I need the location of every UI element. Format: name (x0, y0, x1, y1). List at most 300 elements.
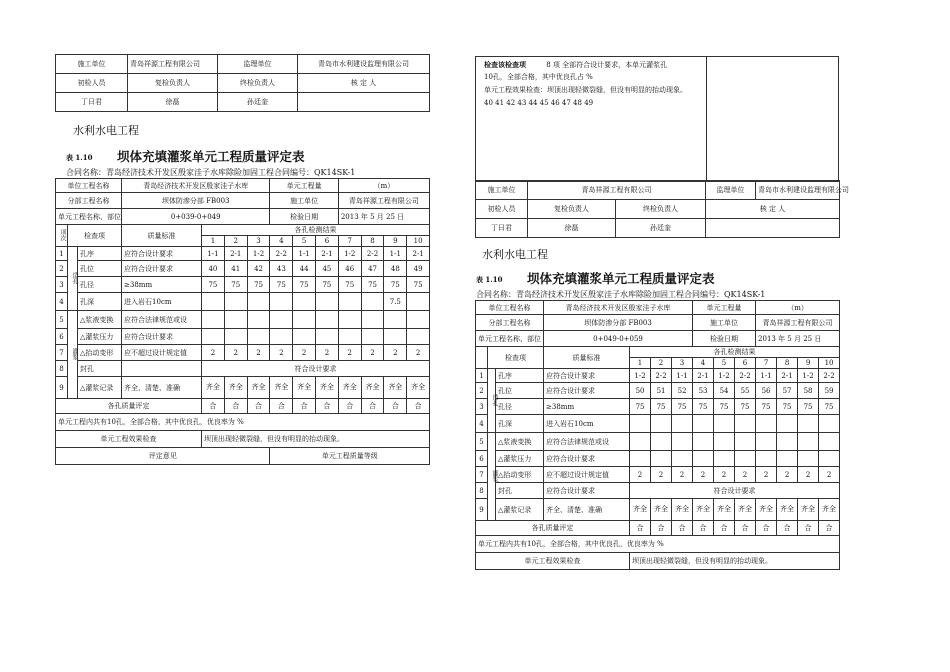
note-line1-c: 全部符合设计要求，本单元灌浆孔 (562, 61, 668, 69)
result-cell (756, 433, 777, 451)
supervisor-label: 监理单位 (218, 55, 298, 74)
result-cell: 2 (224, 345, 247, 361)
row-item: △抬动变形 (496, 467, 544, 483)
result-cell: 43 (270, 261, 293, 277)
inspect-date-value: 2013 年 5 月 25 日 (338, 209, 429, 225)
result-cell: 75 (293, 277, 316, 293)
hole-quality-cell: 合 (819, 521, 840, 536)
result-cell: 2 (361, 345, 384, 361)
result-cell: 1-2 (338, 247, 361, 261)
result-cell: 51 (651, 383, 672, 399)
result-cell (316, 311, 339, 329)
left-signature-table (55, 54, 430, 112)
result-cell: 50 (630, 383, 651, 399)
table-row (476, 433, 840, 451)
effect-label: 单元工程效果检查 (476, 553, 630, 570)
result-cell: 齐全 (407, 377, 430, 399)
result-cell (819, 433, 840, 451)
result-cell: 55 (735, 383, 756, 399)
result-cell: 75 (777, 399, 798, 415)
result-cell: 齐全 (672, 499, 693, 521)
verifier-name (706, 219, 840, 238)
result-cell: 75 (270, 277, 293, 293)
summary-line: 单元工程内共有10孔，全部合格，其中优良孔，优良率为 % (56, 414, 430, 431)
sub-project-value: 坝体防渗分部 FB003 (122, 193, 270, 209)
row-seq: 8 (476, 483, 488, 499)
result-cell (338, 311, 361, 329)
seal-value: 符合设计要求 (630, 483, 840, 499)
result-cell: 2-2 (819, 369, 840, 383)
table-row (56, 329, 430, 345)
grade-label: 单元工程质量等级 (270, 448, 430, 465)
row-seq: 3 (56, 277, 68, 293)
result-cell: 1-1 (293, 247, 316, 261)
result-cell (756, 415, 777, 433)
row-seq: 8 (56, 361, 68, 377)
result-cell (735, 451, 756, 467)
row-standard: 齐全、清楚、准确 (122, 377, 202, 399)
row-standard: 进入岩石10cm (544, 415, 630, 433)
row-standard: 进入岩石10cm (122, 293, 202, 311)
hole-number-header: 7 (338, 236, 361, 247)
result-cell (361, 293, 384, 311)
hole-quality-cell: 合 (714, 521, 735, 536)
row-item: 孔径 (496, 399, 544, 415)
result-cell: 2 (247, 345, 270, 361)
row-standard: 应符合法律规范或设 (122, 311, 202, 329)
row-seq: 4 (56, 293, 68, 311)
note-line1-b: 8 项 (546, 61, 560, 69)
result-cell: 46 (338, 261, 361, 277)
result-cell: 75 (361, 277, 384, 293)
row-standard: 应符合设计要求 (544, 451, 630, 467)
result-cell (714, 451, 735, 467)
table-row (56, 261, 430, 277)
result-cell (224, 293, 247, 311)
result-cell: 2-2 (735, 369, 756, 383)
hole-number-header: 2 (224, 236, 247, 247)
hole-number-header: 2 (651, 358, 672, 369)
result-cell (798, 433, 819, 451)
result-cell (651, 433, 672, 451)
hole-quality-cell: 合 (630, 521, 651, 536)
row-seq: 9 (56, 377, 68, 399)
result-cell (407, 293, 430, 311)
result-cell: 75 (714, 399, 735, 415)
result-cell: 2 (293, 345, 316, 361)
final-check-label: 终检负责人 (616, 200, 706, 219)
result-cell: 2-1 (407, 247, 430, 261)
construction-unit-label: 施工单位 (270, 193, 338, 209)
recheck-name: 徐磊 (528, 219, 616, 238)
result-cell (819, 415, 840, 433)
hole-number-header: 9 (384, 236, 407, 247)
row-standard: ≥38mm (122, 277, 202, 293)
row-standard: 应不超过设计规定值 (122, 345, 202, 361)
table-row (476, 369, 840, 383)
hole-quality-cell: 合 (293, 399, 316, 414)
result-cell (693, 415, 714, 433)
result-cell: 75 (338, 277, 361, 293)
result-cell (819, 451, 840, 467)
unit-quantity-value: （m） (338, 179, 429, 193)
result-cell (693, 433, 714, 451)
result-cell (338, 329, 361, 345)
element-value: 0+039-0+049 (122, 209, 270, 225)
contractor-label: 施工单位 (476, 181, 528, 200)
result-cell: 1-2 (247, 247, 270, 261)
hole-quality-cell: 合 (202, 399, 225, 414)
contractor-name: 青岛祥源工程有限公司 (528, 181, 706, 200)
result-cell: 75 (651, 399, 672, 415)
note-line1-a: 检查该检查项 (484, 60, 526, 69)
result-cell: 75 (202, 277, 225, 293)
result-cell: 49 (407, 261, 430, 277)
supervisor-label: 监理单位 (706, 181, 756, 200)
result-cell: 2-1 (316, 247, 339, 261)
result-cell: 齐全 (316, 377, 339, 399)
result-cell: 59 (819, 383, 840, 399)
row-item: △抬动变形 (78, 345, 122, 361)
final-check-name: 孙廷奎 (218, 93, 298, 112)
result-cell: 45 (316, 261, 339, 277)
result-cell: 75 (224, 277, 247, 293)
unit-quantity-label: 单元工程量 (693, 301, 756, 315)
unit-project-label: 单位工程名称 (476, 301, 544, 315)
effect-value: 坝顶出现轻微裂缝，但没有明显的抬动现象。 (630, 553, 840, 570)
table-row (476, 451, 840, 467)
result-cell: 75 (316, 277, 339, 293)
result-cell: 2 (798, 467, 819, 483)
row-item: 孔序 (78, 247, 122, 261)
result-cell (293, 293, 316, 311)
result-cell (316, 293, 339, 311)
result-cell: 齐全 (630, 499, 651, 521)
result-cell: 齐全 (714, 499, 735, 521)
result-cell (338, 293, 361, 311)
result-cell: 7.5 (384, 293, 407, 311)
recheck-label: 复检负责人 (528, 200, 616, 219)
standard-header: 质量标准 (122, 225, 202, 247)
row-item: △灌浆压力 (78, 329, 122, 345)
row-seq: 1 (476, 369, 488, 383)
sub-project-value: 坝体防渗分部 FB003 (544, 315, 693, 331)
row-seq: 5 (56, 311, 68, 329)
result-cell: 齐全 (293, 377, 316, 399)
verifier-label: 核 定 人 (298, 74, 430, 93)
result-cell (202, 293, 225, 311)
section-heading: 水利水电工程 (73, 124, 139, 137)
hole-quality-cell: 合 (247, 399, 270, 414)
result-cell: 齐全 (819, 499, 840, 521)
result-cell (756, 451, 777, 467)
result-cell: 齐全 (224, 377, 247, 399)
row-standard: 应符合设计要求 (544, 383, 630, 399)
result-cell: 2 (819, 467, 840, 483)
note-line3: 单元工程效果检查：坝顶出现轻微裂缝，但没有明显的抬动现象。 (484, 86, 687, 94)
result-cell: 54 (714, 383, 735, 399)
row-standard: ≥38mm (544, 399, 630, 415)
results-header: 各孔检测结果 (202, 225, 430, 236)
result-cell: 2 (777, 467, 798, 483)
result-cell (293, 311, 316, 329)
result-cell: 40 (202, 261, 225, 277)
group-label-grout: 灌浆 (68, 311, 78, 399)
group-label-grout: 灌浆 (488, 433, 496, 521)
row-standard: 应符合设计要求 (122, 247, 202, 261)
row-standard: 齐全、清楚、准确 (544, 499, 630, 521)
hole-quality-cell: 合 (672, 521, 693, 536)
hole-quality-label: 各孔质量评定 (56, 399, 202, 414)
result-cell: 2 (316, 345, 339, 361)
result-cell: 齐全 (735, 499, 756, 521)
recheck-name: 徐磊 (128, 93, 218, 112)
result-cell (316, 329, 339, 345)
row-item: △浆液变换 (496, 433, 544, 451)
table-row (476, 483, 840, 499)
row-item: 孔位 (78, 261, 122, 277)
hole-quality-cell: 合 (316, 399, 339, 414)
result-cell: 2 (672, 467, 693, 483)
result-cell (672, 433, 693, 451)
result-cell: 1-2 (798, 369, 819, 383)
element-label: 单元工程名称、部位 (476, 331, 544, 347)
result-cell: 1-1 (202, 247, 225, 261)
table-row (56, 311, 430, 329)
hole-number-header: 10 (407, 236, 430, 247)
row-item: △浆液变换 (78, 311, 122, 329)
note-line2: 10孔，全部合格，其中优良孔占 % (484, 73, 593, 81)
note-line4: 40 41 42 43 44 45 46 47 48 49 (484, 99, 594, 107)
row-item: 孔序 (496, 369, 544, 383)
result-cell: 1-1 (384, 247, 407, 261)
result-cell: 2-2 (651, 369, 672, 383)
hole-quality-cell: 合 (693, 521, 714, 536)
item-header: 检查项 (68, 225, 122, 247)
unit-project-value: 青岛经济技术开发区殷家洼子水库 (544, 301, 693, 315)
result-cell (407, 311, 430, 329)
verifier-label: 核 定 人 (706, 200, 840, 219)
result-cell (247, 311, 270, 329)
effect-label: 单元工程效果检查 (56, 431, 202, 448)
hole-number-header: 8 (361, 236, 384, 247)
row-standard: 应符合法律规范或设 (544, 433, 630, 451)
result-cell: 42 (247, 261, 270, 277)
result-cell (630, 415, 651, 433)
results-header: 各孔检测结果 (630, 347, 840, 358)
inspect-date-value: 2013 年 5 月 25 日 (756, 331, 840, 347)
row-item: △灌浆记录 (496, 499, 544, 521)
result-cell (407, 329, 430, 345)
result-cell (672, 415, 693, 433)
contractor-name: 青岛祥源工程有限公司 (128, 55, 218, 74)
row-seq: 5 (476, 433, 488, 451)
row-item: △灌浆记录 (78, 377, 122, 399)
row-seq: 7 (476, 467, 488, 483)
result-cell: 75 (630, 399, 651, 415)
result-cell: 44 (293, 261, 316, 277)
table-row (56, 247, 430, 261)
hole-number-header: 4 (693, 358, 714, 369)
result-cell: 齐全 (338, 377, 361, 399)
standard-header: 质量标准 (544, 347, 630, 369)
hole-number-header: 10 (819, 358, 840, 369)
result-cell (777, 451, 798, 467)
result-cell: 2 (630, 467, 651, 483)
construction-unit-value: 青岛祥源工程有限公司 (756, 315, 840, 331)
seq-header: 项次 (56, 225, 68, 247)
initial-inspector-name: 丁曰君 (56, 93, 128, 112)
result-cell: 齐全 (693, 499, 714, 521)
contract-line: 合同名称：青岛经济技术开发区殷家洼子水库除险加固工程合同编号：QK14SK-1 (476, 290, 766, 299)
result-cell: 2 (407, 345, 430, 361)
supervisor-name: 青岛市水利建设监理有限公司 (756, 181, 840, 200)
result-cell: 75 (819, 399, 840, 415)
result-cell (735, 415, 756, 433)
row-item: 孔位 (496, 383, 544, 399)
note-divider (706, 57, 707, 181)
result-cell (777, 433, 798, 451)
section-heading: 水利水电工程 (482, 248, 548, 261)
result-cell: 2 (270, 345, 293, 361)
result-cell (672, 451, 693, 467)
result-cell: 齐全 (651, 499, 672, 521)
opinion-label: 评定意见 (56, 448, 270, 465)
result-cell: 56 (756, 383, 777, 399)
group-label-hole: 造孔 (68, 247, 78, 311)
result-cell (693, 451, 714, 467)
result-cell: 齐全 (270, 377, 293, 399)
contract-line: 合同名称：青岛经济技术开发区殷家洼子水库除险加固工程合同编号：QK14SK-1 (66, 168, 356, 177)
final-check-label: 终检负责人 (218, 74, 298, 93)
result-cell: 齐全 (756, 499, 777, 521)
hole-number-header: 6 (735, 358, 756, 369)
row-seq: 2 (56, 261, 68, 277)
unit-quantity-label: 单元工程量 (270, 179, 338, 193)
result-cell: 1-2 (630, 369, 651, 383)
supervisor-name: 青岛市水利建设监理有限公司 (298, 55, 430, 74)
result-cell: 2 (714, 467, 735, 483)
table-row (476, 415, 840, 433)
form-title: 坝体充填灌浆单元工程质量评定表 (117, 149, 305, 164)
hole-number-header: 3 (247, 236, 270, 247)
result-cell: 齐全 (798, 499, 819, 521)
result-cell: 75 (798, 399, 819, 415)
result-cell: 2 (735, 467, 756, 483)
hole-quality-cell: 合 (798, 521, 819, 536)
element-value: 0+049-0+059 (544, 331, 693, 347)
result-cell (247, 329, 270, 345)
result-cell: 2-1 (777, 369, 798, 383)
row-seq: 6 (476, 451, 488, 467)
table-row (56, 293, 430, 311)
result-cell: 75 (672, 399, 693, 415)
sub-project-label: 分部工程名称 (56, 193, 122, 209)
result-cell (384, 329, 407, 345)
row-seq: 3 (476, 399, 488, 415)
result-cell: 2-1 (224, 247, 247, 261)
result-cell: 41 (224, 261, 247, 277)
initial-inspector-label: 初检人员 (56, 74, 128, 93)
row-item: 封孔 (496, 483, 544, 499)
construction-unit-label: 施工单位 (693, 315, 756, 331)
result-cell (270, 311, 293, 329)
result-cell (777, 415, 798, 433)
result-cell (651, 451, 672, 467)
row-standard: 应符合设计要求 (122, 329, 202, 345)
unit-quantity-value: （m） (756, 301, 840, 315)
result-cell (630, 433, 651, 451)
result-cell: 齐全 (384, 377, 407, 399)
row-seq: 9 (476, 499, 488, 521)
result-cell: 1-1 (756, 369, 777, 383)
hole-number-header: 5 (714, 358, 735, 369)
hole-quality-cell: 合 (735, 521, 756, 536)
hole-number-header: 8 (777, 358, 798, 369)
row-standard: 应不超过设计规定值 (544, 467, 630, 483)
result-cell: 1-2 (714, 369, 735, 383)
result-cell: 2-1 (693, 369, 714, 383)
row-item: 孔深 (496, 415, 544, 433)
result-cell (361, 311, 384, 329)
hole-number-header: 3 (672, 358, 693, 369)
summary-line: 单元工程内共有10孔，全部合格，其中优良孔，优良率为 % (476, 536, 840, 553)
result-cell: 75 (407, 277, 430, 293)
hole-number-header: 4 (270, 236, 293, 247)
construction-unit-value: 青岛祥源工程有限公司 (338, 193, 429, 209)
table-number: 表 1.10 (476, 275, 503, 284)
right-note-box (475, 56, 839, 182)
table-row (56, 361, 430, 377)
result-cell: 75 (735, 399, 756, 415)
hole-number-header: 6 (316, 236, 339, 247)
row-item: 封孔 (78, 361, 122, 377)
result-cell (798, 451, 819, 467)
result-cell (630, 451, 651, 467)
hole-quality-cell: 合 (777, 521, 798, 536)
result-cell (224, 311, 247, 329)
result-cell: 75 (384, 277, 407, 293)
inspect-date-label: 检验日期 (270, 209, 338, 225)
hole-quality-cell: 合 (756, 521, 777, 536)
result-cell (735, 433, 756, 451)
final-check-name: 孙廷奎 (616, 219, 706, 238)
hole-number-header: 9 (798, 358, 819, 369)
hole-quality-label: 各孔质量评定 (476, 521, 630, 536)
result-cell: 2 (693, 467, 714, 483)
result-cell: 47 (361, 261, 384, 277)
group-label-hole: 造孔 (488, 369, 496, 433)
result-cell: 2 (338, 345, 361, 361)
left-form-table (55, 178, 430, 465)
result-cell (270, 329, 293, 345)
result-cell (270, 293, 293, 311)
row-item: △灌浆压力 (496, 451, 544, 467)
row-standard: 应符合设计要求 (544, 483, 630, 499)
seal-value: 符合设计要求 (202, 361, 430, 377)
result-cell: 2-2 (270, 247, 293, 261)
row-item: 孔径 (78, 277, 122, 293)
result-cell (714, 415, 735, 433)
result-cell: 52 (672, 383, 693, 399)
initial-inspector-name: 丁曰君 (476, 219, 528, 238)
inspect-date-label: 检验日期 (693, 331, 756, 347)
effect-value: 坝顶出现轻微裂缝，但没有明显的抬动现象。 (202, 431, 430, 448)
result-cell: 57 (777, 383, 798, 399)
table-number: 表 1.10 (66, 153, 93, 162)
result-cell: 1-1 (672, 369, 693, 383)
verifier-name (298, 93, 430, 112)
